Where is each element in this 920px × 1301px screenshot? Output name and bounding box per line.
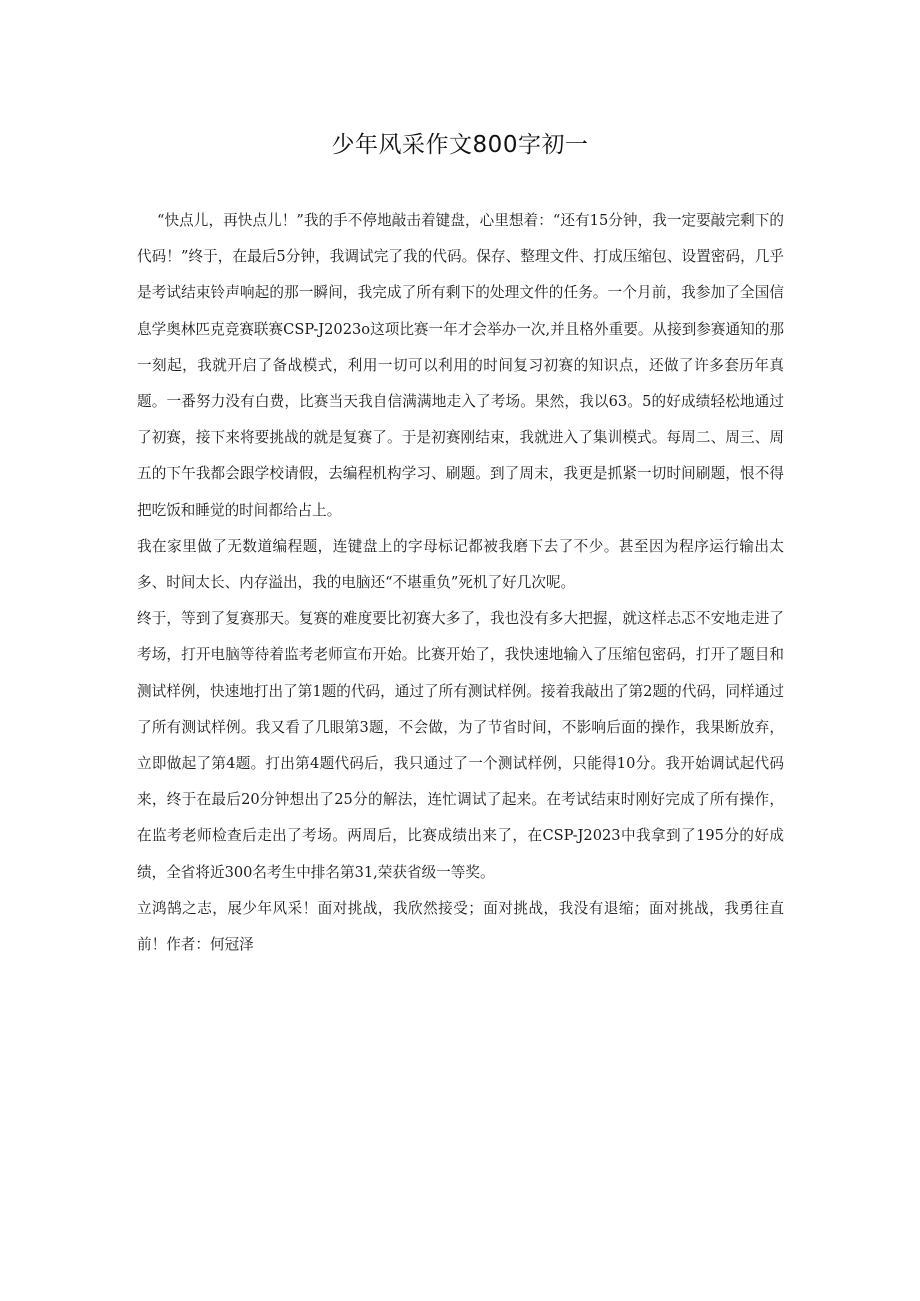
document-body — [137, 203, 784, 963]
paragraph-3: 终于，等到了复赛那天。复赛的难度要比初赛大多了，我也没有多大把握，就这样忐忑不安地走进了考场，打开电脑等待着监考老师宣布开始。比赛开始了，我快速地输入了压缩包密码，打开了题目和测试样例，快速地打出了第1题的代码，通过了所有测试样例。接着我敲出了第2题的代码，同样通过了所有测试样例。我又看了几眼第3题，不会做，为了节省时间，不影响后面的操作，我果断放弃，立即做起了第4题。打出第4题代码后，我只通过了一个测试样例，只能得10分。我开始调试起代码来，终于在最后20分钟想出了25分的解法，连忙调试了起来。在考试结束时刚好完成了所有操作，在监考老师检查后走出了考场。两周后，比赛成绩出来了，在CSP-J2023中我拿到了195分的好成绩，全省将近300名考生中排名第31,荣获省级一等奖。 — [137, 610, 784, 881]
document-title: 少年风采作文800字初一 — [331, 132, 589, 158]
paragraph-2: 我在家里做了无数道编程题，连键盘上的字母标记都被我磨下去了不少。甚至因为程序运行输出太多、时间太长、内存溢出，我的电脑还“不堪重负”死机了好几次呢。 — [137, 537, 784, 592]
paragraph-1: “快点儿，再快点儿！”我的手不停地敲击着键盘，心里想着：“还有15分钟，我一定要敲完剩下的代码！”终于，在最后5分钟，我调试完了我的代码。保存、整理文件、打成压缩包、设置密码，几乎是考试结束铃声响起的那一瞬间，我完成了所有剩下的处理文件的任务。一个月前，我参加了全国信息学奥林匹克竞赛联赛CSP-J2023o这项比赛一年才会举办一次,并且格外重要。从接到参赛通知的那一刻起，我就开启了备战模式，利用一切可以利用的时间复习初赛的知识点，还做了许多套历年真题。一番努力没有白费，比赛当天我自信满满地走入了考场。果然，我以63。5的好成绩轻松地通过了初赛，接下来将要挑战的就是复赛了。于是初赛刚结束，我就进入了集训模式。每周二、周三、周五的下午我都会跟学校请假，去编程机构学习、刷题。到了周末，我更是抓紧一切时间刷题，恨不得把吃饭和睡觉的时间都给占上。 — [137, 212, 784, 519]
paragraph-4: 立鸿鹄之志，展少年风采！面对挑战，我欣然接受；面对挑战，我没有退缩；面对挑战，我勇往直前！作者：何冠泽 — [137, 899, 784, 954]
